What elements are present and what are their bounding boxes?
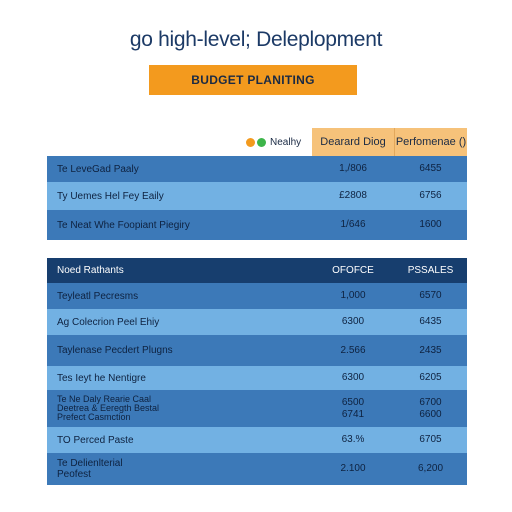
header-value-2: PSSALES xyxy=(407,264,454,276)
row-name: Te Neat Whe Foopiant Piegiry xyxy=(57,219,190,231)
table-row xyxy=(47,210,467,240)
row-value-1: 1/646 xyxy=(340,219,366,230)
row-value-2: 6756 xyxy=(419,190,442,201)
row-value-1: 63.% xyxy=(341,434,365,445)
row-value-2: 2435 xyxy=(419,344,442,356)
green-dot-icon xyxy=(257,138,266,147)
budget-table-1 xyxy=(47,156,467,240)
row-value-2: 6570 xyxy=(419,290,442,301)
row-value-2: 6455 xyxy=(419,163,442,174)
header-value-1: OFOFCE xyxy=(332,264,374,276)
row-name: TO Perced Paste xyxy=(57,434,134,446)
table-header-row xyxy=(47,258,467,283)
row-name: Te Ne Daly Rearie Caal Deetrea & Eeregth Bestal Prefect Casmction xyxy=(57,394,160,422)
row-value-1: 6300 xyxy=(341,372,365,383)
budget-table-2 xyxy=(47,258,467,485)
table-row xyxy=(47,390,467,427)
budget-planning-banner: BUDGET PLANITING xyxy=(149,65,357,95)
row-value-2: 6700 6600 xyxy=(419,396,442,420)
row-name: Te LeveGad Paaly xyxy=(57,163,139,175)
row-name: Teyleatl Pecresms xyxy=(57,290,139,302)
row-value-1: 1,000 xyxy=(340,290,366,301)
row-name: Ag Colecrion Peel Ehiy xyxy=(57,316,160,328)
row-name: Tes Ieyt he Nentigre xyxy=(57,372,146,384)
header-name: Noed Rathants xyxy=(57,265,124,276)
table-row xyxy=(47,366,467,390)
row-value-2: 6205 xyxy=(419,372,442,383)
row-value-2: 6435 xyxy=(419,316,442,327)
table-row xyxy=(47,156,467,182)
table-row xyxy=(47,283,467,309)
row-value-1: £2808 xyxy=(339,190,367,201)
row-value-1: 6500 6741 xyxy=(341,396,365,420)
orange-dot-icon xyxy=(246,138,255,147)
page-title: go high-level; Deleplopment xyxy=(129,28,383,51)
table-row xyxy=(47,453,467,485)
column-header-1: Dearard Diog xyxy=(312,128,394,156)
table-row xyxy=(47,335,467,366)
row-value-2: 6,200 xyxy=(417,463,444,474)
row-value-1: 2.100 xyxy=(340,463,366,474)
legend-label: Nealhy xyxy=(270,136,302,148)
legend xyxy=(246,133,301,151)
column-header-2: Perfomenae () xyxy=(394,128,467,156)
table-row xyxy=(47,427,467,453)
row-name: Ty Uemes Hel Fey Eaily xyxy=(57,190,164,202)
row-value-1: 2.566 xyxy=(340,344,366,356)
table-row xyxy=(47,182,467,210)
row-value-2: 1600 xyxy=(419,219,442,230)
row-name: Taylenase Pecdert Plugns xyxy=(57,345,173,356)
table-row xyxy=(47,309,467,335)
row-value-1: 1,/806 xyxy=(339,163,367,174)
row-value-2: 6705 xyxy=(419,434,442,445)
row-name: Te Delienlterial Peofest xyxy=(57,458,123,480)
row-value-1: 6300 xyxy=(341,316,365,327)
